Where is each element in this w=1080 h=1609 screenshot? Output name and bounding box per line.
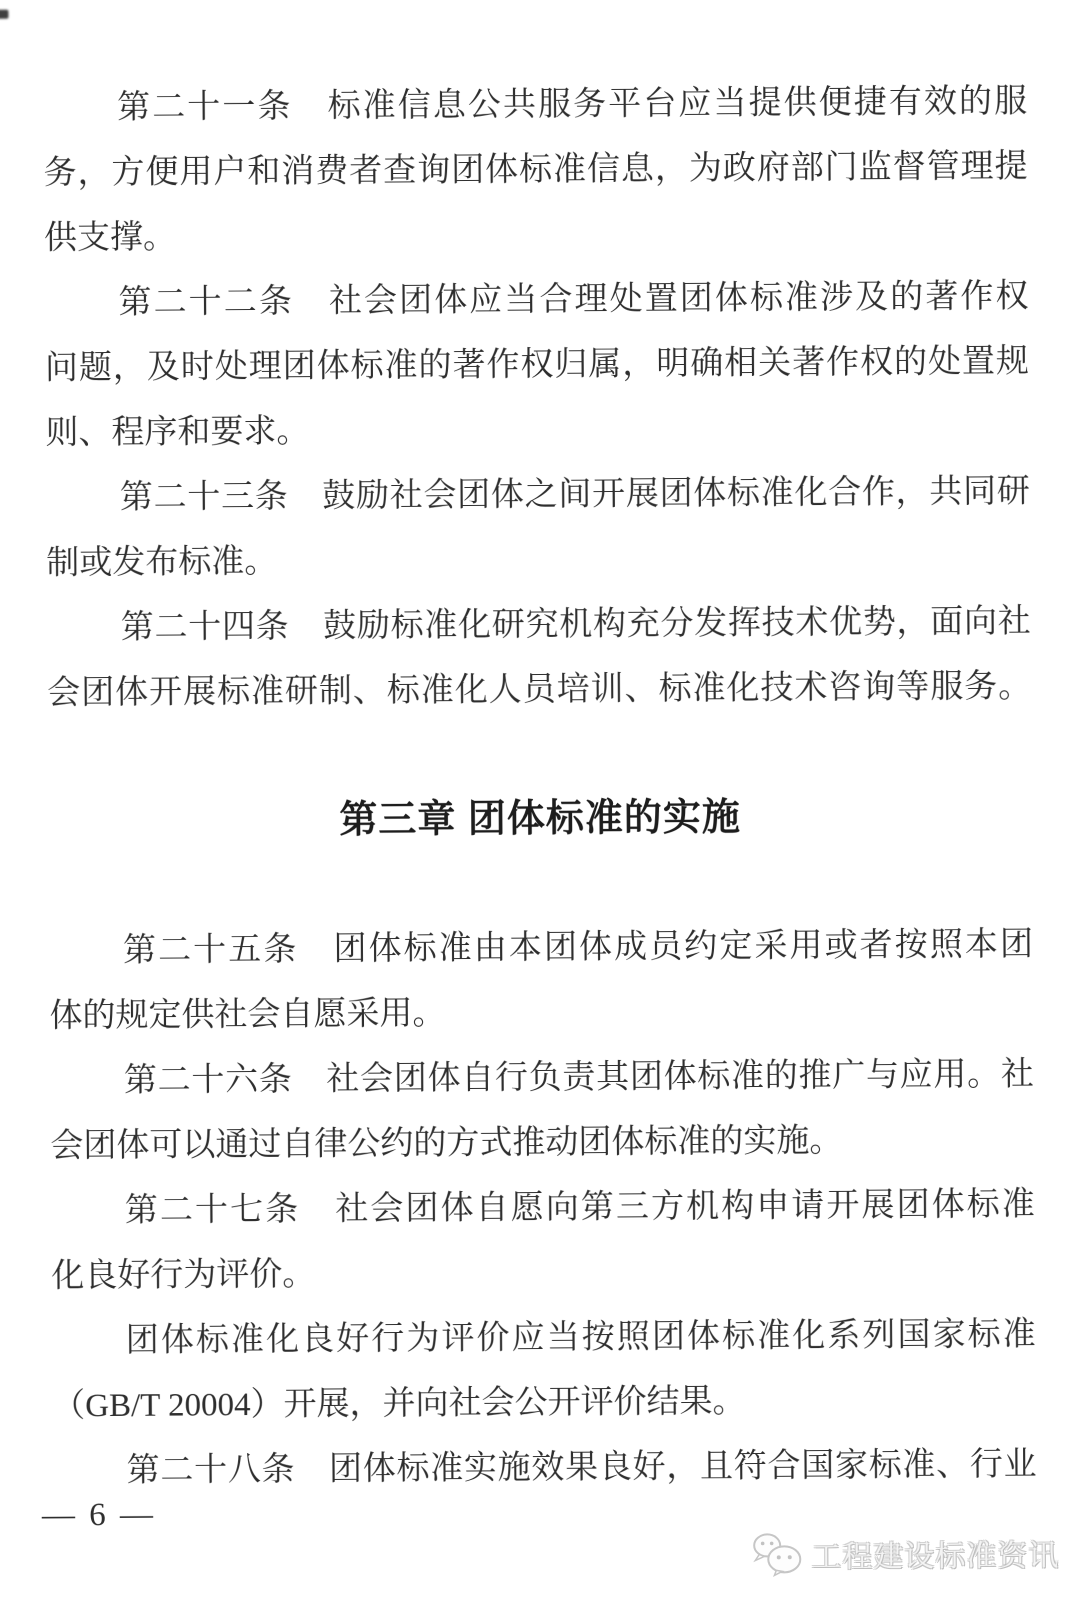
article-27-sub-paragraph: [52, 1303, 1037, 1440]
scan-artifact-mark: [0, 10, 9, 19]
article-26-paragraph: [50, 1043, 1035, 1180]
paragraph-line: 第二十七条 社会团体自愿向第三方机构申请开展团体标准: [124, 1186, 1035, 1229]
document-body: [42, 0, 1036, 1504]
article-23-paragraph: [46, 460, 1031, 597]
page-number: — 6 —: [41, 1496, 157, 1534]
article-25-paragraph: [49, 913, 1034, 1050]
paragraph-line: 体的规定供社会自愿采用。: [49, 995, 446, 1035]
paragraph-line: 会团体开展标准研制、标准化人员培训、标准化技术咨询等服务。: [47, 668, 1032, 712]
wechat-icon: [752, 1531, 804, 1577]
paragraph-line: 化良好行为评价。: [51, 1256, 316, 1295]
watermark-label: 工程建设标准资讯: [811, 1539, 1060, 1575]
paragraph-line: 供支撑。: [43, 219, 177, 257]
paragraph-line: 第二十八条 团体标准实施效果良好，且符合国家标准、行业: [126, 1446, 1037, 1489]
paragraph-line: 则、程序和要求。: [45, 413, 310, 452]
paragraph-line: 第二十六条 社会团体自行负责其团体标准的推广与应用。社: [123, 1056, 1035, 1099]
paragraph-line: 务，方便用户和消费者查询团体标准信息，为政府部门监督管理提: [43, 148, 1028, 192]
paragraph-line: 制或发布标准。: [46, 543, 278, 582]
paragraph-line: 第二十三条 鼓励社会团体之间开展团体标准化合作，共同研: [119, 473, 1030, 516]
chapter-heading: 第三章 团体标准的实施: [339, 796, 742, 842]
paragraph-line: 第二十五条 团体标准由本团体成员约定采用或者按照本团: [122, 926, 1034, 969]
article-27-paragraph: [51, 1173, 1036, 1310]
article-22-paragraph: [44, 265, 1029, 467]
paragraph-line: 问题，及时处理团体标准的著作权归属，明确相关著作权的处置规: [44, 343, 1030, 387]
paragraph-line: （GB/T 20004）开展，并向社会公开评价结果。: [52, 1383, 746, 1425]
watermark: [752, 1529, 1059, 1577]
paragraph-line: 第二十二条 社会团体应当合理处置团体标准涉及的著作权: [118, 278, 1029, 321]
paragraph-line: 会团体可以通过自律公约的方式推动团体标准的实施。: [50, 1122, 843, 1165]
paragraph-line: 第二十一条 标准信息公共服务平台应当提供便捷有效的服: [117, 83, 1028, 126]
paragraph-line: 第二十四条 鼓励标准化研究机构充分发挥技术优势，面向社: [120, 603, 1031, 646]
article-24-paragraph: [47, 590, 1032, 727]
paragraph-line: 团体标准化良好行为评价应当按照团体标准化系列国家标准: [125, 1316, 1036, 1359]
article-21-paragraph: [43, 70, 1028, 272]
article-28-paragraph: [52, 1433, 1036, 1505]
